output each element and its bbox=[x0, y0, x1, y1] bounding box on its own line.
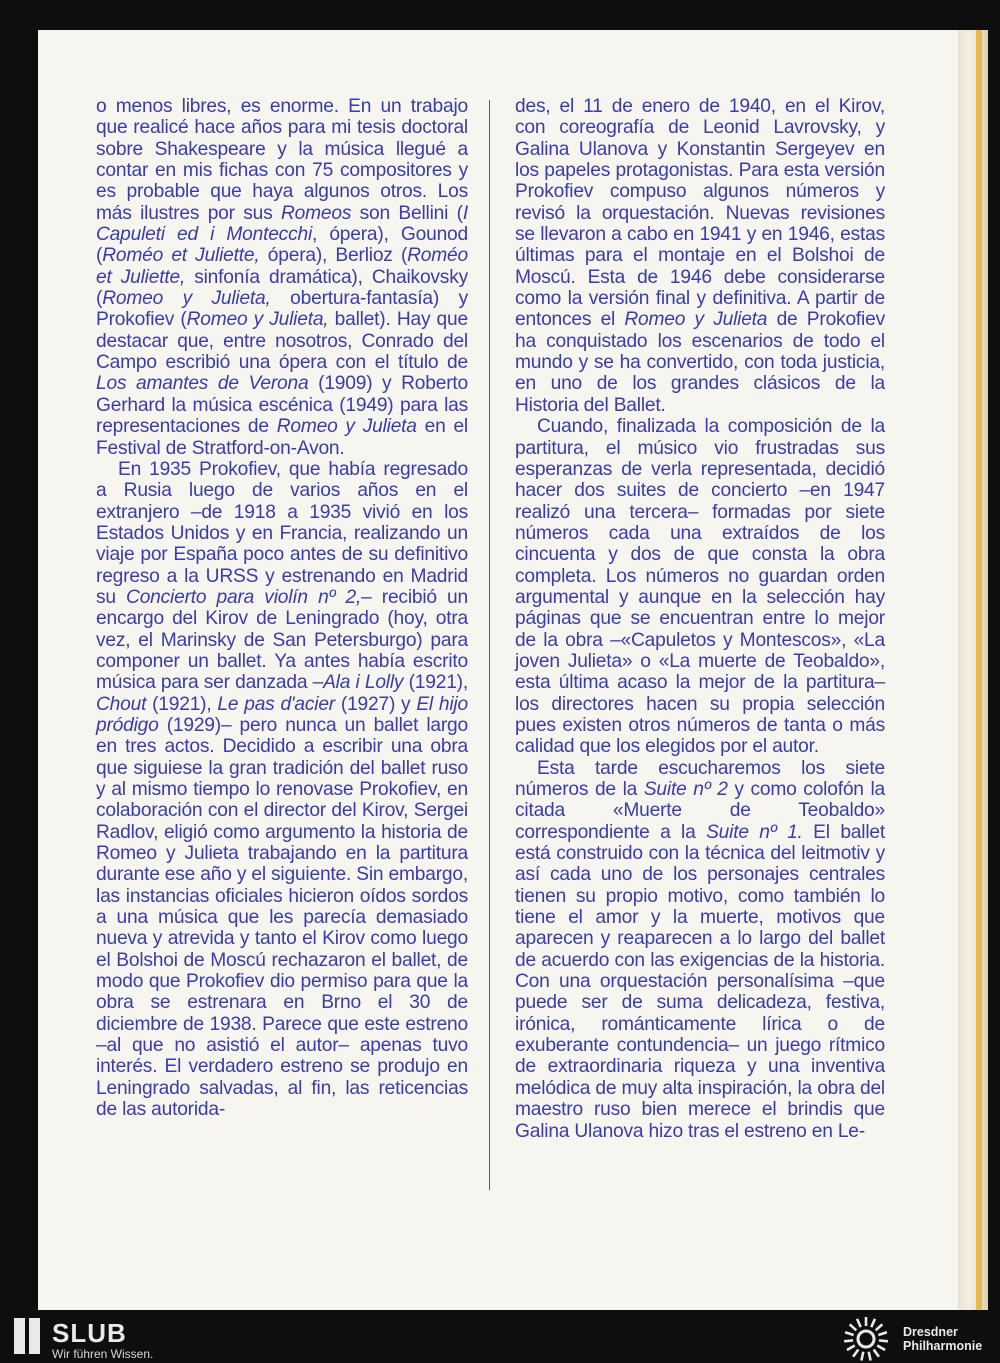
body-text: y como colofón la citada «Muerte de Teobaldo» correspondiente a la bbox=[515, 779, 886, 843]
italic-title-text: Le pas d'acier bbox=[217, 693, 335, 715]
body-text: sinfonía dramática), Chaikovsky ( bbox=[96, 266, 468, 310]
italic-title-text: Romeos bbox=[280, 202, 352, 224]
partner-name-line2: Philharmonie bbox=[903, 1339, 983, 1353]
body-text: (1909) y Roberto Gerhard la música escénica (1949) para las representaciones de bbox=[96, 373, 468, 438]
page-edge-strip bbox=[976, 30, 982, 1310]
body-text: o menos libres, es enorme. En un trabajo que realicé hace años para mi tesis doctoral sobre Shakespeare y la música llegué a contar en mis fichas con 75 compositores y es probable que haya algunos otros. Los más ilustres por sus bbox=[96, 96, 468, 224]
body-text: (1921), bbox=[403, 672, 468, 694]
body-text: En 1935 Prokofiev, que había regresado a Rusia luego de varios años en el extranjero –de 1918 a 1935 vivió en los Estados Unidos y en Francia, realizando un viaje por España poco antes de su definitivo regreso a la URSS y estrenando en Madrid su bbox=[96, 458, 468, 608]
text-column-left bbox=[96, 96, 468, 1121]
body-text: El ballet está construido con la técnica del leitmotiv y así cada uno de los personajes centrales tienen su propio motivo, como también lo tiene el amor y la muerte, motivos que aparecen y reaparecen a lo largo del ballet de acuerdo con las exigencias de la historia. Con una orquestación personalísima –que puede ser de suma delicadeza, festiva, irónica, románticamente lírica o de exuberante contundencia– un juego rítmico de extraordinaria riqueza y una inventiva melódica de muy alta inspiración, la obra del maestro ruso bien merece el brindis que Galina Ulanova hizo tras el estreno en Le- bbox=[515, 821, 885, 1142]
italic-title-text: Roméo et Juliette, bbox=[102, 245, 260, 267]
italic-title-text: I Capuleti ed i Montecchi bbox=[96, 202, 468, 246]
body-text: des, el 11 de enero de 1940, en el Kirov, con coreografía de Leonid Lavrovsky, y Galina Ulanova y Konstantin Sergeyev en los papeles protagonistas. Para esta versión Prokofiev compuso algunos números y revisó la orquestación. Nuevas revisiones se llevaron a cabo en 1941 y en 1946, estas últimas para el montaje en el Bolshoi de Moscú. Esta de 1946 debe considerarse como la versión final y definitiva. A partir de entonces el bbox=[515, 96, 885, 331]
italic-title-text: Romeo y Julieta bbox=[276, 416, 417, 438]
body-text: son Bellini ( bbox=[351, 202, 463, 224]
body-text: (1921), bbox=[146, 693, 218, 715]
body-text: ópera), Berlioz ( bbox=[259, 245, 408, 267]
partner-name bbox=[903, 1325, 982, 1353]
italic-title-text: Romeo y Julieta, bbox=[102, 288, 271, 310]
library-name: SLUB bbox=[52, 1318, 127, 1348]
body-text: obertura-fantasía) y Prokofiev ( bbox=[96, 288, 468, 331]
paragraph bbox=[96, 459, 468, 1121]
italic-title-text: Suite nº 2 bbox=[643, 779, 728, 800]
body-text: (1927) y bbox=[334, 693, 417, 715]
adjacent-page-edge bbox=[958, 30, 988, 1310]
library-tagline: Wir führen Wissen. bbox=[52, 1347, 154, 1361]
dresdner-philharmonie-logo-icon bbox=[840, 1314, 892, 1362]
italic-title-text: Ala i Lolly bbox=[323, 672, 404, 694]
italic-title-text: Romeo y Julieta bbox=[624, 309, 768, 331]
body-text: de Prokofiev ha conquistado los escenarios de todo el mundo y se ha convertido, con toda justicia, en uno de los grandes clásicos de la Historia del Ballet. bbox=[515, 309, 885, 416]
italic-title-text: Concierto para violín nº 2, bbox=[126, 586, 362, 608]
body-text: en el Festival de Stratford-on-Avon. bbox=[96, 416, 468, 459]
column-divider bbox=[489, 100, 490, 1190]
partner-name-line1: Dresdner bbox=[903, 1325, 958, 1339]
body-text: , ópera), Gounod ( bbox=[96, 224, 468, 267]
italic-title-text: El hijo pródigo bbox=[96, 693, 468, 736]
body-text: ballet). Hay que destacar que, entre nosotros, Conrado del Campo escribió una ópera con el título de bbox=[96, 309, 468, 374]
italic-title-text: Roméo et Juliette, bbox=[96, 245, 468, 288]
body-text: Cuando, finalizada la composición de la partitura, el músico vio frustradas sus esperanzas de verla representada, decidió hacer dos suites de concierto –en 1947 realizó una tercera– formadas por siete números cada una extraídos de los cincuenta y dos de que consta la obra completa. Los números no guardan orden argumental y aunque en la selección hay páginas que se encuentran entre lo mejor de la obra –«Capuletos y Montescos», «La joven Julieta» o «La muerte de Teobaldo», esta última acaso la mejor de la partitura– los directores hacen su propia selección pues existen otros números de tanta o más calidad que los elegidos por el autor. bbox=[515, 416, 885, 758]
paragraph bbox=[515, 416, 885, 758]
slub-logo-icon bbox=[14, 1318, 40, 1354]
italic-title-text: Romeo y Julieta, bbox=[186, 309, 329, 331]
paragraph bbox=[515, 96, 885, 416]
body-text: Esta tarde escucharemos los siete números de la bbox=[515, 757, 885, 800]
text-column-right bbox=[515, 96, 885, 1142]
paragraph bbox=[96, 96, 468, 459]
paragraph bbox=[515, 758, 885, 1142]
italic-title-text: Suite nº 1. bbox=[706, 821, 803, 843]
italic-title-text: Chout bbox=[96, 693, 147, 715]
italic-title-text: Los amantes de Verona bbox=[96, 373, 309, 395]
body-text: (1929)– pero nunca un ballet largo en tres actos. Decidido a escribir una obra que siguiese la gran tradición del ballet ruso y al mismo tiempo lo renovase Prokofiev, en colaboración con el director del Kirov, Sergei Radlov, eligió como argumento la historia de Romeo y Julieta trabajando en la partitura durante ese año y el siguiente. Sin embargo, las instancias oficiales hicieron oídos sordos a una música que les parecía demasiado nueva y atrevida y tanto el Kirov como luego el Bolshoi de Moscú rechazaron el ballet, de modo que Prokofiev dio permiso para que la obra se estrenara en Brno el 30 de diciembre de 1938. Parece que este estreno –al que no asistió el autor– apenas tuvo interés. El verdadero estreno se produjo en Leningrado salvadas, al fin, las reticencias de las autorida- bbox=[96, 714, 468, 1121]
body-text: – recibió un encargo del Kirov de Leningrado (hoy, otra vez, el Marinsky de San Petersburgo) para componer un ballet. Ya antes había escrito música para ser danzada – bbox=[96, 586, 468, 694]
